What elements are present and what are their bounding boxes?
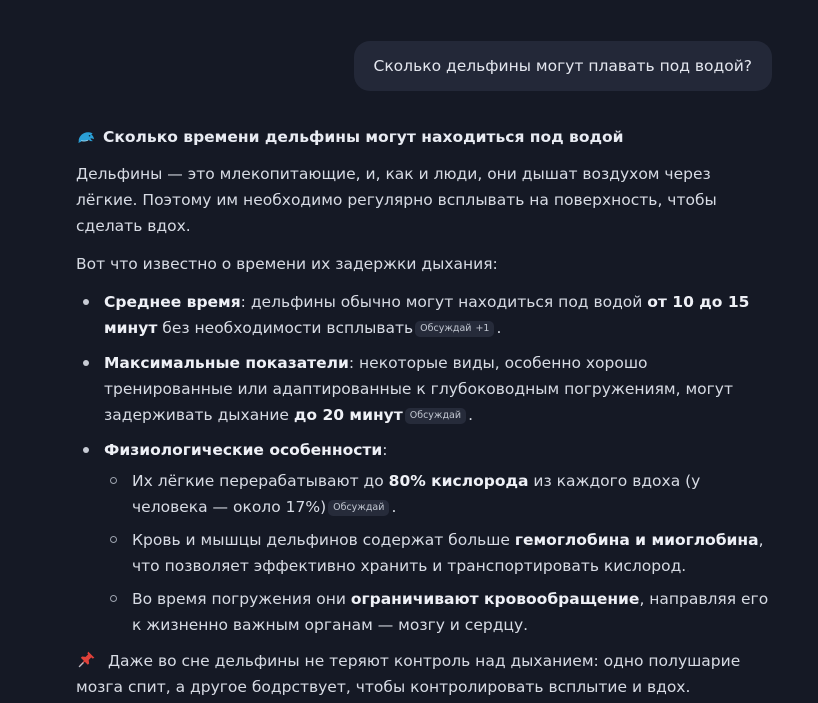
sub-list-item bbox=[104, 468, 776, 520]
item-text: Во время погружения они bbox=[132, 590, 351, 608]
discuss-chip-count: +1 bbox=[475, 323, 490, 334]
item-bold: до 20 минут bbox=[293, 406, 403, 424]
list-item bbox=[76, 289, 776, 341]
item-text: . bbox=[468, 406, 473, 424]
item-text: , что позволяет эффективно хранить и транспортировать кислород. bbox=[132, 531, 764, 575]
item-text: . bbox=[496, 319, 502, 337]
assistant-answer bbox=[76, 124, 776, 700]
dolphin-icon bbox=[76, 127, 97, 148]
footnote-paragraph bbox=[76, 648, 776, 700]
discuss-chip-label: Обсуждай bbox=[420, 323, 472, 334]
item-text: : дельфины обычно могут находиться под водой bbox=[240, 293, 648, 311]
sub-list-item bbox=[104, 527, 776, 579]
answer-heading bbox=[76, 124, 776, 150]
item-text: Кровь и мышцы дельфинов содержат больше bbox=[132, 531, 515, 549]
discuss-chip[interactable] bbox=[328, 500, 389, 516]
lead-paragraph: Вот что известно о времени их задержки дыхания: bbox=[76, 255, 498, 273]
item-text: , направляя его к жизненно важным органам — мозгу и сердцу. bbox=[132, 590, 769, 634]
discuss-chip[interactable] bbox=[415, 321, 494, 337]
answer-heading-text: Сколько времени дельфины могут находиться под водой bbox=[103, 128, 624, 146]
sub-list-item bbox=[104, 586, 776, 638]
item-title: Среднее время bbox=[104, 293, 241, 311]
item-text: . bbox=[391, 498, 397, 516]
physiology-sublist bbox=[104, 468, 776, 638]
item-text: Их лёгкие перерабатывают до bbox=[132, 472, 389, 490]
facts-list bbox=[76, 289, 776, 638]
user-message-text: Сколько дельфины могут плавать под водой? bbox=[373, 57, 752, 75]
pushpin-icon bbox=[76, 649, 97, 670]
item-text: без необходимости всплывать bbox=[157, 319, 414, 337]
item-bold: от 10 до 15 минут bbox=[104, 293, 750, 337]
item-text: : некоторые виды, особенно хорошо тренированные или адаптированные к глубоководным погружениям, могут задерживать дыхание bbox=[104, 354, 733, 424]
item-text: : bbox=[382, 441, 388, 459]
list-item bbox=[76, 437, 776, 638]
list-item bbox=[76, 350, 776, 428]
item-title: Максимальные показатели bbox=[104, 354, 349, 372]
discuss-chip[interactable] bbox=[405, 408, 466, 424]
item-bold: ограничивают кровообращение bbox=[350, 590, 640, 608]
item-bold: гемоглобина и миоглобина bbox=[514, 531, 759, 549]
footnote-text: Даже во сне дельфины не теряют контроль над дыханием: одно полушарие мозга спит, а другое бодрствует, чтобы контролировать всплытие и вдох. bbox=[76, 652, 741, 696]
item-title: Физиологические особенности bbox=[104, 441, 383, 459]
item-text: из каждого вдоха (у человека — около 17%) bbox=[132, 472, 701, 516]
item-bold: 80% кислорода bbox=[388, 472, 529, 490]
user-message-bubble bbox=[354, 41, 773, 91]
discuss-chip-label: Обсуждай bbox=[333, 502, 385, 513]
intro-paragraph: Дельфины — это млекопитающие, и, как и люди, они дышат воздухом через лёгкие. Поэтому им необходимо регулярно всплывать на поверхность, чтобы сделать вдох. bbox=[76, 165, 717, 235]
discuss-chip-label: Обсуждай bbox=[409, 410, 462, 421]
